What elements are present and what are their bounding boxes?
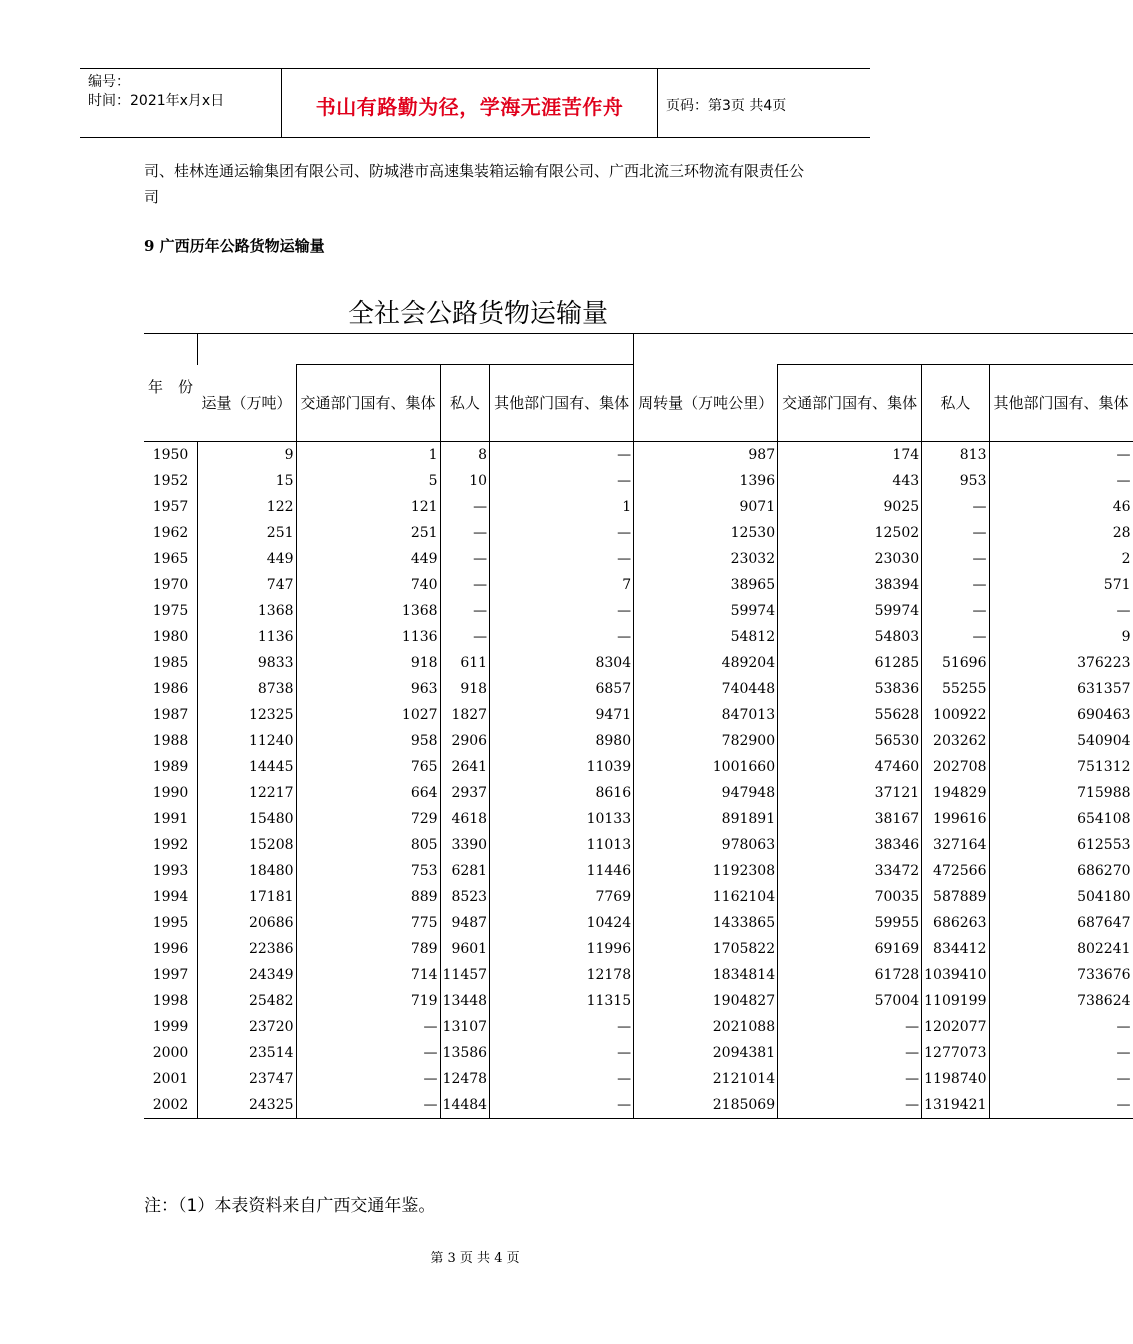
year-cell: 1980 — [152, 628, 189, 645]
table-row — [144, 441, 1133, 468]
value-cell: 203262 — [922, 728, 989, 754]
value-cell: 765 — [296, 754, 440, 780]
table-row — [144, 858, 1133, 884]
year-cell: 1994 — [152, 888, 189, 905]
value-cell: 719 — [296, 988, 440, 1014]
value-cell: 61285 — [778, 650, 922, 676]
table-row — [144, 572, 1133, 598]
value-cell: 8304 — [490, 650, 634, 676]
value-cell: 751312 — [989, 754, 1133, 780]
value-cell: 202708 — [922, 754, 989, 780]
value-cell: 251 — [198, 520, 297, 546]
value-cell: 8523 — [440, 884, 490, 910]
value-cell: 489204 — [634, 650, 778, 676]
value-cell: 7769 — [490, 884, 634, 910]
value-cell: 194829 — [922, 780, 989, 806]
value-cell: 686263 — [922, 910, 989, 936]
value-cell: 918 — [296, 650, 440, 676]
value-cell: 38167 — [778, 806, 922, 832]
value-cell: 891891 — [634, 806, 778, 832]
value-cell: 729 — [296, 806, 440, 832]
value-cell: 18480 — [198, 858, 297, 884]
header-divider — [657, 69, 658, 137]
value-cell: 1039410 — [922, 962, 989, 988]
value-cell: 472566 — [922, 858, 989, 884]
value-cell: 174 — [778, 441, 922, 468]
value-cell: 953 — [922, 468, 989, 494]
value-cell: 8738 — [198, 676, 297, 702]
value-cell: 8616 — [490, 780, 634, 806]
table-row — [144, 988, 1133, 1014]
value-cell: — — [989, 1014, 1133, 1040]
value-cell: 540904 — [989, 728, 1133, 754]
value-cell: 2641 — [440, 754, 490, 780]
value-cell: 1396 — [634, 468, 778, 494]
table-row — [144, 910, 1133, 936]
value-cell: 54803 — [778, 624, 922, 650]
table-row — [144, 702, 1133, 728]
value-cell: 12502 — [778, 520, 922, 546]
value-cell: 12178 — [490, 962, 634, 988]
value-cell: — — [440, 572, 490, 598]
value-cell: — — [490, 546, 634, 572]
table-row — [144, 650, 1133, 676]
year-cell: 1996 — [152, 940, 189, 957]
value-cell: 51696 — [922, 650, 989, 676]
value-cell: 664 — [296, 780, 440, 806]
header-motto: 书山有路勤为径，学海无涯苦作舟 — [315, 95, 624, 119]
value-cell: 38394 — [778, 572, 922, 598]
table-row — [144, 780, 1133, 806]
header-transport-dept: 交通部门国有、集体 — [296, 365, 440, 442]
value-cell: 847013 — [634, 702, 778, 728]
value-cell: 23032 — [634, 546, 778, 572]
value-cell: 1001660 — [634, 754, 778, 780]
value-cell: 1136 — [198, 624, 297, 650]
value-cell: 1 — [490, 494, 634, 520]
value-cell: 449 — [296, 546, 440, 572]
year-cell: 2000 — [152, 1044, 189, 1061]
header-private-turnover: 私人 — [922, 365, 989, 442]
value-cell: 1136 — [296, 624, 440, 650]
value-cell: 56530 — [778, 728, 922, 754]
value-cell: — — [490, 624, 634, 650]
value-cell: 1027 — [296, 702, 440, 728]
table-row — [144, 728, 1133, 754]
year-cell: 1987 — [152, 706, 189, 723]
value-cell: — — [490, 1092, 634, 1119]
value-cell: 1834814 — [634, 962, 778, 988]
value-cell: 11996 — [490, 936, 634, 962]
value-cell: 15 — [198, 468, 297, 494]
value-cell: 57004 — [778, 988, 922, 1014]
value-cell: — — [989, 1066, 1133, 1092]
value-cell: 612553 — [989, 832, 1133, 858]
value-cell: 25482 — [198, 988, 297, 1014]
table-row — [144, 1040, 1133, 1066]
value-cell: 9833 — [198, 650, 297, 676]
value-cell: 1904827 — [634, 988, 778, 1014]
value-cell: 10133 — [490, 806, 634, 832]
value-cell: 687647 — [989, 910, 1133, 936]
value-cell: 987 — [634, 441, 778, 468]
value-cell: 11039 — [490, 754, 634, 780]
value-cell: 14445 — [198, 754, 297, 780]
value-cell: — — [440, 598, 490, 624]
table-row — [144, 1014, 1133, 1040]
page-header — [80, 68, 870, 138]
value-cell: — — [296, 1014, 440, 1040]
value-cell: 1827 — [440, 702, 490, 728]
header-other-dept: 其他部门国有、集体 — [490, 365, 634, 442]
value-cell: 59974 — [778, 598, 922, 624]
value-cell: 2906 — [440, 728, 490, 754]
value-cell: — — [490, 1014, 634, 1040]
value-cell: 6857 — [490, 676, 634, 702]
value-cell: — — [922, 494, 989, 520]
value-cell: 714 — [296, 962, 440, 988]
value-cell: 70035 — [778, 884, 922, 910]
value-cell: 504180 — [989, 884, 1133, 910]
table-row — [144, 832, 1133, 858]
header-private: 私人 — [440, 365, 490, 442]
year-cell: 1989 — [152, 758, 189, 775]
value-cell: 23514 — [198, 1040, 297, 1066]
table-row — [144, 676, 1133, 702]
value-cell: 121 — [296, 494, 440, 520]
table-row — [144, 806, 1133, 832]
value-cell: 753 — [296, 858, 440, 884]
value-cell: 4618 — [440, 806, 490, 832]
value-cell: 8980 — [490, 728, 634, 754]
value-cell: — — [490, 441, 634, 468]
value-cell: 199616 — [922, 806, 989, 832]
value-cell: 963 — [296, 676, 440, 702]
header-turnover: 周转量（万吨公里） — [634, 365, 778, 442]
value-cell: 69169 — [778, 936, 922, 962]
value-cell: 6281 — [440, 858, 490, 884]
table-note: 注：（1）本表资料来自广西交通年鉴。 — [144, 1196, 436, 1216]
value-cell: 14484 — [440, 1092, 490, 1119]
table-row — [144, 494, 1133, 520]
value-cell: 5 — [296, 468, 440, 494]
value-cell: — — [778, 1066, 922, 1092]
value-cell: 122 — [198, 494, 297, 520]
value-cell: 327164 — [922, 832, 989, 858]
value-cell: 23747 — [198, 1066, 297, 1092]
value-cell: 47460 — [778, 754, 922, 780]
value-cell: 11457 — [440, 962, 490, 988]
year-cell: 1991 — [152, 810, 189, 827]
value-cell: — — [490, 598, 634, 624]
table-body — [144, 441, 1133, 1118]
value-cell: 2937 — [440, 780, 490, 806]
section-title: 9 广西历年公路货物运输量 — [144, 237, 325, 255]
value-cell: 61728 — [778, 962, 922, 988]
value-cell: 654108 — [989, 806, 1133, 832]
value-cell: 690463 — [989, 702, 1133, 728]
year-cell: 1952 — [152, 472, 189, 489]
value-cell: 59974 — [634, 598, 778, 624]
value-cell: 24325 — [198, 1092, 297, 1119]
header-turnover-group — [634, 334, 1133, 365]
year-cell: 1990 — [152, 784, 189, 801]
value-cell: 24349 — [198, 962, 297, 988]
value-cell: 9071 — [634, 494, 778, 520]
value-cell: 1198740 — [922, 1066, 989, 1092]
value-cell: 59955 — [778, 910, 922, 936]
value-cell: 22386 — [198, 936, 297, 962]
table-title: 全社会公路货物运输量 — [347, 299, 608, 329]
body-paragraph: 司、桂林连通运输集团有限公司、防城港市高速集装箱运输有限公司、广西北流三环物流有限责任公司 — [144, 162, 805, 206]
table-row — [144, 598, 1133, 624]
year-cell: 1986 — [152, 680, 189, 697]
value-cell: 38346 — [778, 832, 922, 858]
value-cell: 958 — [296, 728, 440, 754]
value-cell: 20686 — [198, 910, 297, 936]
header-year: 年 份 — [144, 334, 198, 442]
table-row — [144, 754, 1133, 780]
freight-table — [144, 333, 1133, 1119]
value-cell: 28 — [989, 520, 1133, 546]
table-row — [144, 962, 1133, 988]
value-cell: — — [296, 1040, 440, 1066]
value-cell: 11240 — [198, 728, 297, 754]
value-cell: 2185069 — [634, 1092, 778, 1119]
value-cell: 733676 — [989, 962, 1133, 988]
value-cell: 10424 — [490, 910, 634, 936]
value-cell: 1202077 — [922, 1014, 989, 1040]
year-cell: 1995 — [152, 914, 189, 931]
page-number-label: 页码：第3页 共4页 — [666, 98, 787, 114]
value-cell: — — [922, 624, 989, 650]
table-row — [144, 468, 1133, 494]
value-cell: 947948 — [634, 780, 778, 806]
value-cell: 889 — [296, 884, 440, 910]
value-cell: 12217 — [198, 780, 297, 806]
value-cell: 449 — [198, 546, 297, 572]
year-cell: 1985 — [152, 654, 189, 671]
value-cell: 443 — [778, 468, 922, 494]
value-cell: 805 — [296, 832, 440, 858]
table-row — [144, 1066, 1133, 1092]
table-row — [144, 1092, 1133, 1119]
value-cell: 918 — [440, 676, 490, 702]
value-cell: — — [440, 546, 490, 572]
value-cell: 738624 — [989, 988, 1133, 1014]
value-cell: — — [440, 494, 490, 520]
value-cell: 1319421 — [922, 1092, 989, 1119]
header-other-dept-turnover: 其他部门国有、集体 — [989, 365, 1133, 442]
year-cell: 1970 — [152, 576, 189, 593]
year-cell: 1962 — [152, 524, 189, 541]
value-cell: 12325 — [198, 702, 297, 728]
value-cell: 9 — [989, 624, 1133, 650]
value-cell: 11315 — [490, 988, 634, 1014]
value-cell: 12478 — [440, 1066, 490, 1092]
value-cell: 251 — [296, 520, 440, 546]
year-cell: 2002 — [144, 1092, 198, 1119]
value-cell: 9471 — [490, 702, 634, 728]
value-cell: — — [296, 1066, 440, 1092]
value-cell: 23720 — [198, 1014, 297, 1040]
value-cell: — — [490, 1040, 634, 1066]
value-cell: 15480 — [198, 806, 297, 832]
value-cell: 55628 — [778, 702, 922, 728]
value-cell: 789 — [296, 936, 440, 962]
value-cell: — — [296, 1092, 440, 1119]
value-cell: 1705822 — [634, 936, 778, 962]
value-cell: 1 — [296, 441, 440, 468]
value-cell: 3390 — [440, 832, 490, 858]
year-cell: 1965 — [152, 550, 189, 567]
table-row — [144, 520, 1133, 546]
value-cell: 571 — [989, 572, 1133, 598]
value-cell: 10 — [440, 468, 490, 494]
value-cell: 17181 — [198, 884, 297, 910]
value-cell: 1192308 — [634, 858, 778, 884]
header-transport-dept-turnover: 交通部门国有、集体 — [778, 365, 922, 442]
value-cell: 53836 — [778, 676, 922, 702]
value-cell: — — [778, 1014, 922, 1040]
value-cell: 37121 — [778, 780, 922, 806]
value-cell: 15208 — [198, 832, 297, 858]
table-row — [144, 624, 1133, 650]
value-cell: 11446 — [490, 858, 634, 884]
value-cell: — — [989, 441, 1133, 468]
time-label: 时间：2021年x月x日 — [88, 93, 225, 109]
year-cell: 1988 — [152, 732, 189, 749]
value-cell: — — [989, 1040, 1133, 1066]
value-cell: 1368 — [198, 598, 297, 624]
value-cell: 12530 — [634, 520, 778, 546]
year-cell: 1999 — [152, 1018, 189, 1035]
code-label: 编号： — [88, 74, 130, 90]
table-header — [144, 334, 1133, 442]
year-cell: 1950 — [152, 446, 189, 463]
value-cell: 1109199 — [922, 988, 989, 1014]
value-cell: 55255 — [922, 676, 989, 702]
value-cell: 376223 — [989, 650, 1133, 676]
value-cell: 1368 — [296, 598, 440, 624]
value-cell: 13448 — [440, 988, 490, 1014]
value-cell: — — [922, 546, 989, 572]
value-cell: 9487 — [440, 910, 490, 936]
value-cell: 1433865 — [634, 910, 778, 936]
value-cell: — — [440, 624, 490, 650]
value-cell: — — [989, 598, 1133, 624]
value-cell: 46 — [989, 494, 1133, 520]
header-meta — [88, 73, 224, 111]
table-row — [144, 546, 1133, 572]
value-cell: 775 — [296, 910, 440, 936]
value-cell: — — [989, 1092, 1133, 1119]
value-cell: 715988 — [989, 780, 1133, 806]
value-cell: 2021088 — [634, 1014, 778, 1040]
year-cell: 1993 — [152, 862, 189, 879]
value-cell: 8 — [440, 441, 490, 468]
value-cell: 9601 — [440, 936, 490, 962]
value-cell: 587889 — [922, 884, 989, 910]
value-cell: 740448 — [634, 676, 778, 702]
page-footer: 第 3 页 共 4 页 — [430, 1251, 520, 1266]
year-cell: 2001 — [152, 1070, 189, 1087]
value-cell: 100922 — [922, 702, 989, 728]
value-cell: 7 — [490, 572, 634, 598]
value-cell: 9 — [198, 441, 297, 468]
value-cell: — — [989, 468, 1133, 494]
value-cell: 686270 — [989, 858, 1133, 884]
value-cell: 38965 — [634, 572, 778, 598]
table-row — [144, 936, 1133, 962]
value-cell: 33472 — [778, 858, 922, 884]
value-cell: — — [922, 598, 989, 624]
value-cell: 11013 — [490, 832, 634, 858]
value-cell: — — [490, 468, 634, 494]
value-cell: 978063 — [634, 832, 778, 858]
table-row — [144, 884, 1133, 910]
value-cell: — — [778, 1092, 922, 1119]
value-cell: 813 — [922, 441, 989, 468]
value-cell: 834412 — [922, 936, 989, 962]
value-cell: 747 — [198, 572, 297, 598]
value-cell: — — [490, 1066, 634, 1092]
value-cell: 9025 — [778, 494, 922, 520]
value-cell: 2 — [989, 546, 1133, 572]
value-cell: — — [778, 1040, 922, 1066]
header-volume: 运量（万吨） — [198, 365, 297, 442]
year-cell: 1957 — [152, 498, 189, 515]
value-cell: 2121014 — [634, 1066, 778, 1092]
value-cell: 2094381 — [634, 1040, 778, 1066]
value-cell: 802241 — [989, 936, 1133, 962]
value-cell: — — [440, 520, 490, 546]
value-cell: 1277073 — [922, 1040, 989, 1066]
value-cell: — — [922, 572, 989, 598]
value-cell: — — [490, 520, 634, 546]
value-cell: 23030 — [778, 546, 922, 572]
value-cell: 13107 — [440, 1014, 490, 1040]
year-cell: 1997 — [152, 966, 189, 983]
header-volume-group — [198, 334, 634, 365]
value-cell: — — [922, 520, 989, 546]
value-cell: 54812 — [634, 624, 778, 650]
value-cell: 1162104 — [634, 884, 778, 910]
value-cell: 782900 — [634, 728, 778, 754]
year-cell: 1992 — [152, 836, 189, 853]
value-cell: 611 — [440, 650, 490, 676]
value-cell: 13586 — [440, 1040, 490, 1066]
year-cell: 1975 — [152, 602, 189, 619]
value-cell: 631357 — [989, 676, 1133, 702]
year-cell: 1998 — [152, 992, 189, 1009]
value-cell: 740 — [296, 572, 440, 598]
